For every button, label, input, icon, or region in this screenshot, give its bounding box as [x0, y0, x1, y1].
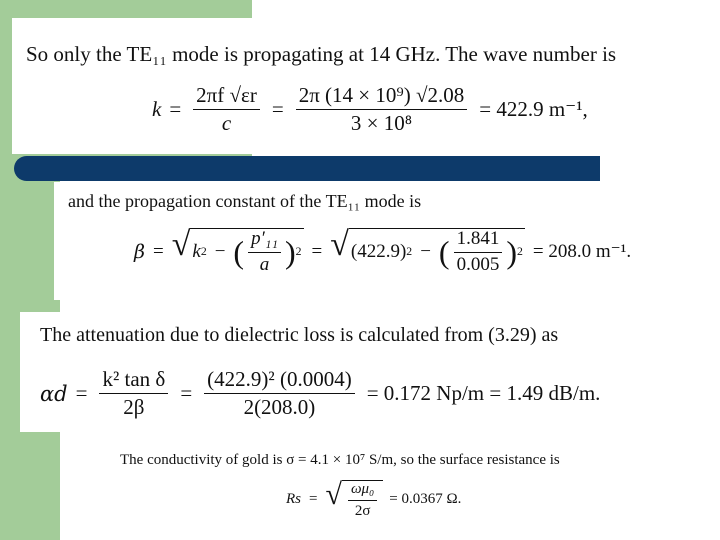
propagation-constant-block	[54, 182, 680, 300]
divider-bar	[14, 156, 600, 181]
fraction-denominator: 2β	[123, 395, 145, 420]
conductivity-sentence: The conductivity of gold is σ = 4.1 × 10⁷ S/m, so the surface resistance is	[120, 452, 560, 468]
wave-number-block	[12, 18, 688, 154]
eq-result: = 208.0 m⁻¹.	[532, 241, 632, 263]
eq-fraction	[454, 229, 503, 276]
fraction-denominator: c	[221, 111, 232, 136]
eq-fraction	[296, 84, 468, 135]
wave-number-equation: k = $\frac{2\pi f √\varepsilon r}{c}$ = $\frac{\text{2π (14 × 10⁹) √2.08}}{\text{3 × 10⁸}}$ = 422.9 m⁻¹,	[152, 83, 588, 136]
eq-result: = 0.0367 Ω.	[389, 491, 462, 507]
eq-result: = 0.172 Np/m = 1.49 dB/m.	[366, 381, 601, 406]
eq-result: = 422.9 m⁻¹,	[479, 97, 588, 122]
fraction-numerator: 2πf √εr	[193, 84, 260, 110]
eq-lhs: β	[134, 240, 145, 263]
wave-number-sentence: So only the TE₁₁ mode is propagating at 14 GHz. The wave number is	[26, 42, 617, 66]
propagation-equation: β = √ k 2 − ( $\frac{\text{p′₁₁}}{a}$ ) 2 = √ (422.9) 2 − ( $\frac{1.841}{0.005}$ ) 2 = 208.0 m⁻¹.	[134, 226, 632, 275]
surface-resistance-block	[64, 432, 720, 540]
eq-lhs: αd	[40, 381, 68, 406]
eq-fraction	[248, 229, 281, 276]
eq-fraction	[204, 368, 355, 419]
attenuation-block	[20, 312, 688, 432]
eq-lhs: k	[152, 97, 162, 122]
fraction-denominator: 2σ	[354, 502, 371, 519]
attenuation-sentence: The attenuation due to dielectric loss is calculated from (3.29) as	[40, 324, 559, 346]
fraction-numerator: (422.9)² (0.0004)	[204, 368, 355, 394]
eq-fraction	[193, 84, 260, 135]
fraction-numerator: p′₁₁	[248, 229, 281, 253]
propagation-sentence: and the propagation constant of the TE₁₁ mode is	[68, 191, 422, 211]
eq-fraction	[348, 481, 377, 519]
sqrt-expression: √ k 2 − ( $\frac{\text{p′₁₁}}{a}$ ) 2	[171, 226, 302, 275]
fraction-denominator: a	[259, 253, 270, 275]
sqrt-expression: √ (422.9) 2 − ( $\frac{1.841}{0.005}$ ) 2	[330, 226, 523, 275]
fraction-numerator: ωμ₀	[348, 481, 377, 501]
fraction-numerator: 2π (14 × 10⁹) √2.08	[296, 84, 468, 110]
attenuation-equation: αd = $\frac{\text{k² tan δ}}{2\beta}$ = $\frac{\text{(422.9)² (0.0004)}}{2(208.0)}$ = 0.172 Np/m = 1.49 dB/m.	[40, 367, 601, 420]
fraction-denominator: 2(208.0)	[243, 395, 316, 420]
sqrt-expression: √ $\frac{\text{ωμ₀}}{2\sigma}$	[325, 480, 383, 519]
fraction-denominator: 0.005	[456, 253, 500, 275]
surface-resistance-equation: Rs = √ $\frac{\text{ωμ₀}}{2\sigma}$ = 0.0367 Ω.	[286, 478, 462, 519]
fraction-numerator: k² tan δ	[99, 368, 168, 394]
eq-fraction	[99, 368, 168, 419]
fraction-denominator: 3 × 10⁸	[350, 111, 413, 136]
fraction-numerator: 1.841	[454, 229, 503, 253]
eq-lhs: Rs	[286, 491, 301, 507]
